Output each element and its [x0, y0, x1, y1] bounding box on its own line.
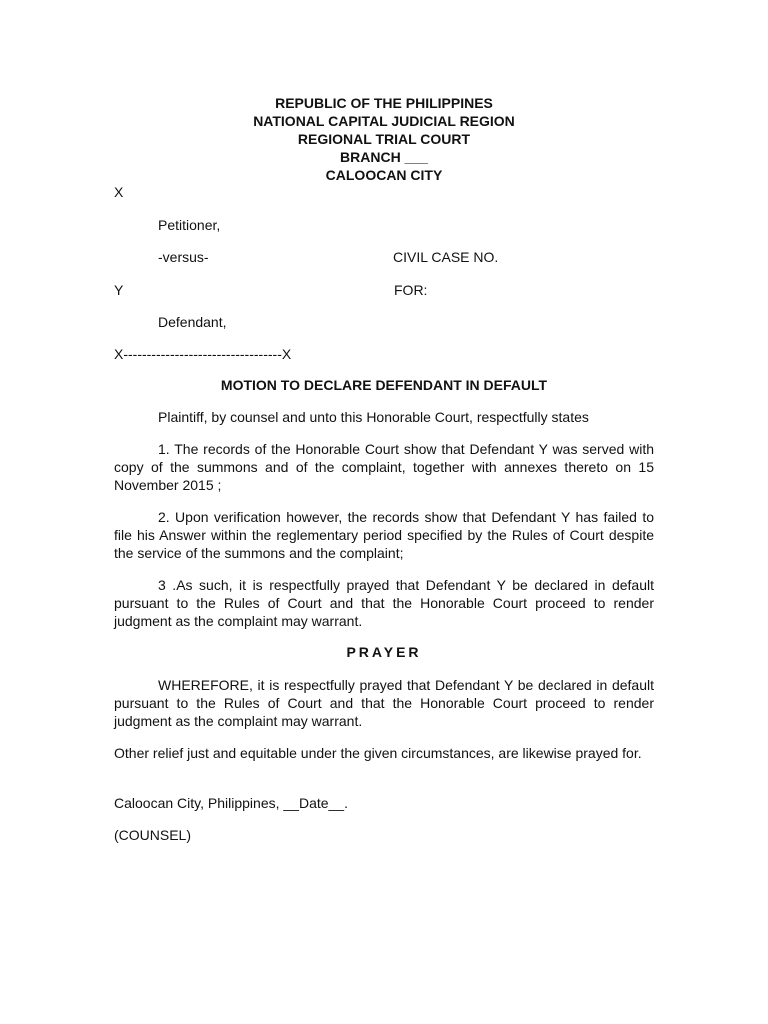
defendant-label: Defendant,	[158, 314, 227, 330]
header-republic: REPUBLIC OF THE PHILIPPINES	[275, 95, 493, 111]
counsel-signature: (COUNSEL)	[114, 827, 192, 843]
motion-paragraph-2: 2. Upon verification however, the records show that Defendant Y has failed to file his Answer within the reglementary period specified by the Rules of Court despite the service of the summons and the complaint;	[114, 509, 654, 561]
header-trial-court: REGIONAL TRIAL COURT	[297, 131, 471, 147]
motion-intro: Plaintiff, by counsel and unto this Honorable Court, respectfully states	[158, 409, 589, 425]
for-label: FOR:	[394, 282, 428, 298]
caption-separator: X----------------------------------X	[114, 346, 292, 362]
petitioner-label: Petitioner,	[158, 217, 221, 233]
motion-paragraph-1: 1. The records of the Honorable Court show that Defendant Y was served with copy of the summons and of the complaint, together with annexes thereto on 15 November 2015 ;	[114, 441, 654, 493]
header-branch: BRANCH ___	[340, 149, 428, 165]
versus-label: -versus-	[158, 249, 209, 265]
header-city: CALOOCAN CITY	[325, 167, 443, 183]
prayer-other-relief: Other relief just and equitable under the given circumstances, are likewise prayed for.	[114, 745, 642, 761]
prayer-title: PRAYER	[346, 644, 422, 660]
plaintiff-name: X	[114, 184, 124, 200]
prayer-wherefore: WHEREFORE, it is respectfully prayed that Defendant Y be declared in default pursuant to the Rules of Court and that the Honorable Court proceed to render judgment as the complaint may warrant.	[114, 677, 654, 729]
civil-case-no-label: CIVIL CASE NO.	[393, 249, 499, 265]
motion-paragraph-3: 3 .As such, it is respectfully prayed that Defendant Y be declared in default pursuant to the Rules of Court and that the Honorable Court proceed to render judgment as the complaint may warrant.	[114, 577, 654, 629]
place-and-date: Caloocan City, Philippines, __Date__.	[114, 795, 348, 811]
header-judicial-region: NATIONAL CAPITAL JUDICIAL REGION	[253, 113, 515, 129]
motion-title: MOTION TO DECLARE DEFENDANT IN DEFAULT	[220, 377, 548, 393]
defendant-name: Y	[114, 282, 124, 298]
